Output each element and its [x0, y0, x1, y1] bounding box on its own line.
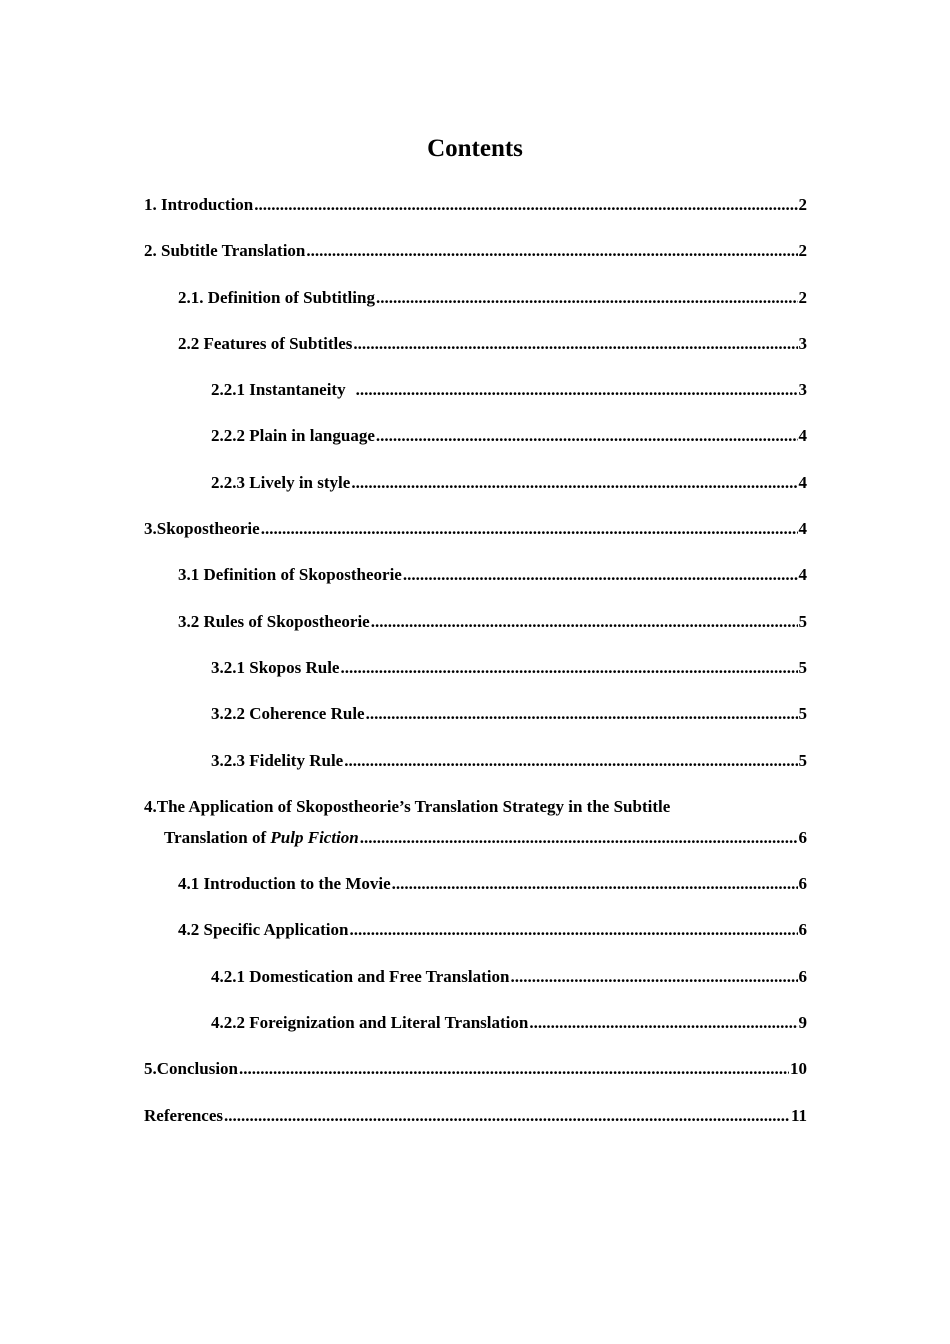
toc-entry-rules-of-skopostheorie[interactable]	[144, 610, 807, 634]
toc-entry-introduction-to-the-movie[interactable]	[144, 872, 807, 896]
dot-leader	[353, 332, 797, 356]
toc-entry-label: 2.2 Features of Subtitles	[178, 333, 353, 353]
toc-entry-coherence-rule[interactable]	[144, 702, 807, 726]
toc-entry-label: 3.2.1 Skopos Rule	[211, 657, 340, 677]
toc-entry-label: 3.2.3 Fidelity Rule	[211, 750, 344, 770]
dot-leader	[366, 702, 798, 726]
toc-entry-label: 3.2.2 Coherence Rule	[211, 704, 365, 724]
toc-entry-label: 4.2 Specific Application	[178, 920, 349, 940]
toc-entry-label: 5.Conclusion	[144, 1059, 238, 1079]
toc-entry-page: 5	[798, 750, 807, 770]
toc-entry-page: 2	[798, 241, 807, 261]
toc-entry-page: 4	[798, 519, 807, 539]
toc-entry-application-of-skopostheorie[interactable]	[144, 795, 807, 850]
toc-entry-page: 6	[798, 827, 807, 847]
toc-entry-label: 2.2.3 Lively in style	[211, 472, 351, 492]
toc-entry-page: 2	[798, 287, 807, 307]
toc-entry-lively-in-style[interactable]	[144, 471, 807, 495]
dot-leader	[376, 286, 798, 310]
toc-entry-page: 5	[798, 611, 807, 631]
dot-leader	[392, 872, 798, 896]
dot-leader	[306, 239, 797, 263]
toc-entry-label-prefix-text: Translation of	[164, 827, 271, 847]
dot-leader	[239, 1057, 789, 1081]
toc-entry-label-line1: 4.The Application of Skopostheorie’s Translation Strategy in the Subtitle	[144, 796, 671, 816]
dot-leader	[376, 424, 798, 448]
toc-entry-page: 3	[798, 333, 807, 353]
toc-entry-page: 3	[798, 380, 807, 400]
toc-entry-label: 3.Skopostheorie	[144, 519, 260, 539]
toc-entry-skopos-rule[interactable]	[144, 656, 807, 680]
toc-entry-label: 4.2.2 Foreignization and Literal Translation	[211, 1013, 529, 1033]
toc-entry-label: 1. Introduction	[144, 195, 254, 214]
toc-entry-page: 10	[790, 1059, 807, 1079]
toc-entry-label: 2. Subtitle Translation	[144, 241, 306, 261]
toc-entry-skopostheorie[interactable]	[144, 517, 807, 541]
dot-leader	[224, 1104, 790, 1128]
dot-leader	[356, 378, 798, 402]
dot-leader	[360, 826, 798, 850]
toc-entry-subtitle-translation[interactable]	[144, 239, 807, 263]
toc-entry-page: 2	[798, 195, 807, 214]
table-of-contents	[144, 193, 807, 1150]
toc-entry-page: 4	[798, 426, 807, 446]
toc-entry-fidelity-rule[interactable]	[144, 749, 807, 773]
toc-entry-label-italic: Pulp Fiction	[270, 827, 359, 847]
toc-entry-page: 4	[798, 565, 807, 585]
toc-entry-label: 3.1 Definition of Skopostheorie	[178, 565, 402, 585]
toc-entry-page: 5	[798, 704, 807, 724]
toc-entry-instantaneity[interactable]	[144, 378, 807, 402]
dot-leader	[340, 656, 797, 680]
dot-leader	[351, 471, 797, 495]
dot-leader	[349, 918, 797, 942]
toc-entry-label: 2.2.1 Instantaneity	[211, 380, 346, 400]
toc-entry-specific-application[interactable]	[144, 918, 807, 942]
dot-leader	[529, 1011, 797, 1035]
toc-entry-definition-of-skopostheorie[interactable]	[144, 563, 807, 587]
toc-entry-page: 5	[798, 657, 807, 677]
toc-entry-label: 3.2 Rules of Skopostheorie	[178, 611, 370, 631]
toc-entry-foreignization-and-literal-translation[interactable]	[144, 1011, 807, 1035]
toc-entry-page: 6	[798, 874, 807, 894]
toc-entry-page: 9	[798, 1013, 807, 1033]
toc-entry-plain-in-language[interactable]	[144, 424, 807, 448]
toc-entry-page: 6	[798, 920, 807, 940]
toc-entry-definition-of-subtitling[interactable]	[144, 286, 807, 310]
dot-leader	[403, 563, 798, 587]
toc-entry-introduction[interactable]	[144, 193, 807, 217]
toc-entry-label-prefix	[164, 826, 359, 850]
toc-entry-label: 4.2.1 Domestication and Free Translation	[211, 966, 510, 986]
toc-entry-domestication-and-free-translation[interactable]	[144, 965, 807, 989]
dot-leader	[254, 193, 797, 217]
toc-entry-label: 2.2.2 Plain in language	[211, 426, 375, 446]
dot-leader	[261, 517, 798, 541]
toc-entry-label: 4.1 Introduction to the Movie	[178, 874, 391, 894]
toc-entry-label-line2	[144, 826, 807, 850]
toc-entry-page: 11	[790, 1105, 807, 1125]
dot-leader	[510, 965, 797, 989]
contents-title: Contents	[427, 135, 523, 162]
dot-leader	[371, 610, 798, 634]
dot-leader	[344, 749, 797, 773]
toc-entry-features-of-subtitles[interactable]	[144, 332, 807, 356]
toc-entry-page: 4	[798, 472, 807, 492]
toc-entry-page: 6	[798, 966, 807, 986]
toc-entry-label: References	[144, 1105, 223, 1125]
toc-entry-conclusion[interactable]	[144, 1057, 807, 1081]
toc-entry-references[interactable]	[144, 1104, 807, 1128]
toc-entry-label: 2.1. Definition of Subtitling	[178, 287, 375, 307]
